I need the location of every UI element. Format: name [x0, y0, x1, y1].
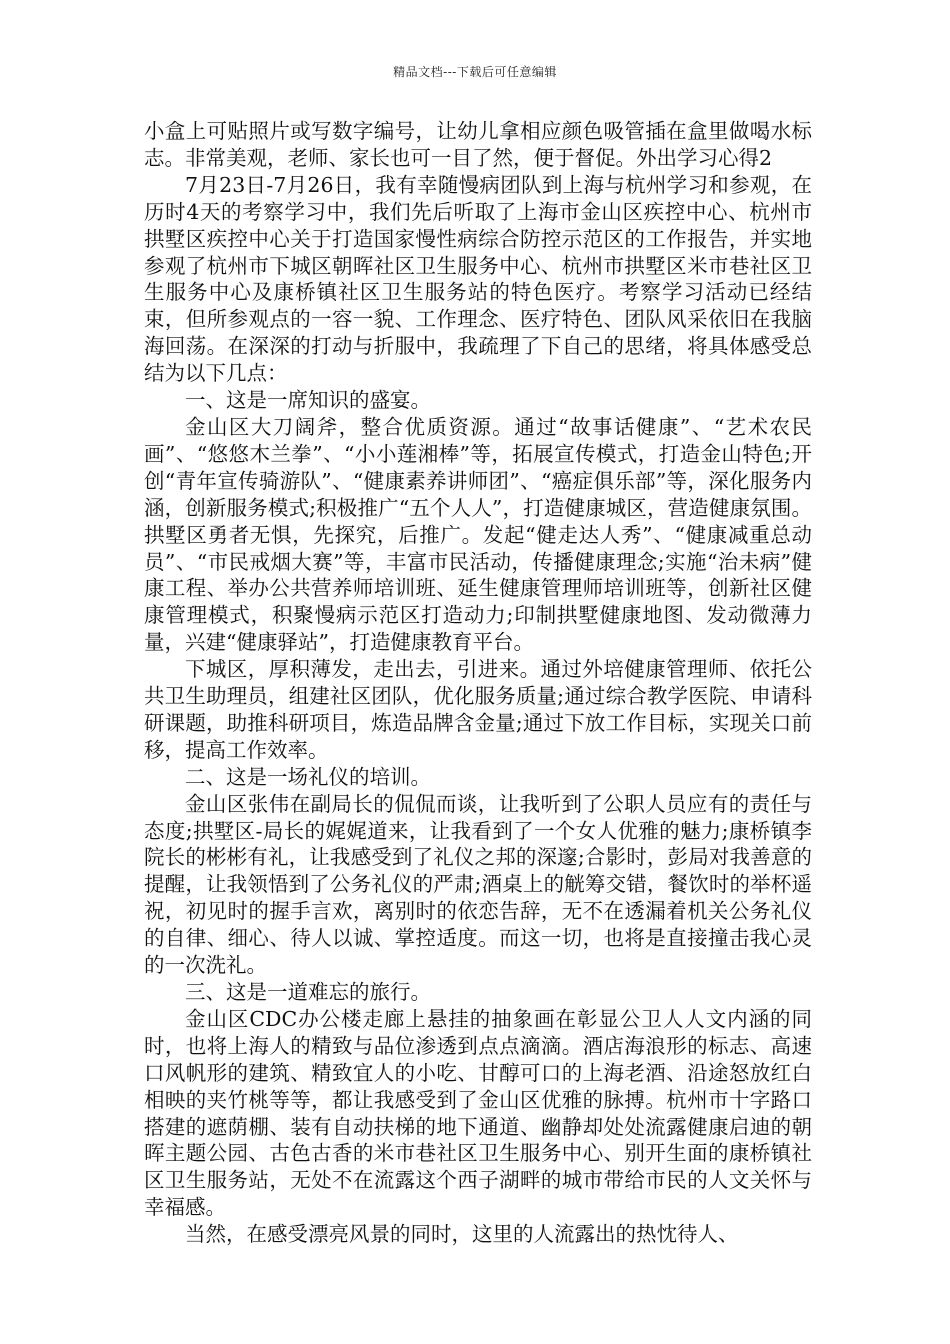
- section-heading: 二、这是一场礼仪的培训。: [185, 764, 431, 789]
- paragraph: 下城区，厚积薄发，走出去，引进来。通过外培健康管理师、依托公共卫生助理员，组建社区团队，优化服务质量;通过综合教学医院、申请科研课题，助推科研项目，炼造品牌含金量;通过下放工作目标，实现关口前移，提高工作效率。: [144, 657, 812, 762]
- document-body: [144, 118, 812, 1248]
- paragraph: 金山区大刀阔斧，整合优质资源。通过“故事话健康”、“艺术农民画”、“悠悠木兰拳”、“小小莲湘棒”等，拓展宣传模式，打造金山特色;开创“青年宣传骑游队”、“健康素养讲师团”、“癌症俱乐部”等，深化服务内涵，创新服务模式;积极推广“五个人人”，打造健康城区，营造健康氛围。拱墅区勇者无惧，先探究，后推广。发起“健走达人秀”、“健康减重总动员”、“市民戒烟大赛”等，丰富市民活动，传播健康理念;实施“治未病”健康工程、举办公共营养师培训班、延生健康管理师培训班等，创新社区健康管理模式，积聚慢病示范区打造动力;印制拱墅健康地图、发动微薄力量，兴建“健康驿站”，打造健康教育平台。: [144, 414, 812, 655]
- paragraph: 当然，在感受漂亮风景的同时，这里的人流露出的热忱待人、: [185, 1222, 739, 1247]
- paragraph: 金山区张伟在副局长的侃侃而谈，让我听到了公职人员应有的责任与态度;拱墅区-局长的娓娓道来，让我看到了一个女人优雅的魅力;康桥镇李院长的彬彬有礼，让我感受到了礼仪之邦的深邃;合影时，彭局对我善意的提醒，让我领悟到了公务礼仪的严肃;酒桌上的觥筹交错，餐饮时的举杯遥祝，初见时的握手言欢，离别时的依恋告辞，无不在透漏着机关公务礼仪的自律、细心、待人以诚、掌控适度。而这一切，也将是直接撞击我心灵的一次洗礼。: [144, 791, 812, 978]
- paragraph: 7月23日-7月26日，我有幸随慢病团队到上海与杭州学习和参观，在历时4天的考察学习中，我们先后听取了上海市金山区疾控中心、杭州市拱墅区疾控中心关于打造国家慢性病综合防控示范区的工作报告，并实地参观了杭州市下城区朝晖社区卫生服务中心、杭州市拱墅区米市巷社区卫生服务中心及康桥镇社区卫生服务站的特色医疗。考察学习活动已经结束，但所参观点的一容一貌、工作理念、医疗特色、团队风采依旧在我脑海回荡。在深深的打动与折服中，我疏理了下自己的思绪，将具体感受总结为以下几点：: [144, 172, 812, 386]
- paragraph: 金山区CDC办公楼走廊上悬挂的抽象画在彰显公卫人人文内涵的同时，也将上海人的精致与品位渗透到点点滴滴。酒店海浪形的标志、高速口风帆形的建筑、精致宜人的小吃、甘醇可口的上海老酒、沿途怒放红白相映的夹竹桃等等，都让我感受到了金山区优雅的脉搏。杭州市十字路口搭建的遮荫棚、装有自动扶梯的地下通道、幽静却处处流露健康启迪的朝晖主题公园、古色古香的米市巷社区卫生服务中心、别开生面的康桥镇社区卫生服务站，无处不在流露这个西子湖畔的城市带给市民的人文关怀与幸福感。: [144, 1006, 812, 1220]
- section-heading: 一、这是一席知识的盛宴。: [185, 388, 431, 413]
- paragraph: 小盒上可贴照片或写数字编号，让幼儿拿相应颜色吸管插在盒里做喝水标志。非常美观，老师、家长也可一目了然，便于督促。外出学习心得2: [144, 119, 812, 170]
- page-header: 精品文档---下载后可任意编辑: [393, 65, 557, 79]
- section-heading: 三、这是一道难忘的旅行。: [185, 980, 431, 1004]
